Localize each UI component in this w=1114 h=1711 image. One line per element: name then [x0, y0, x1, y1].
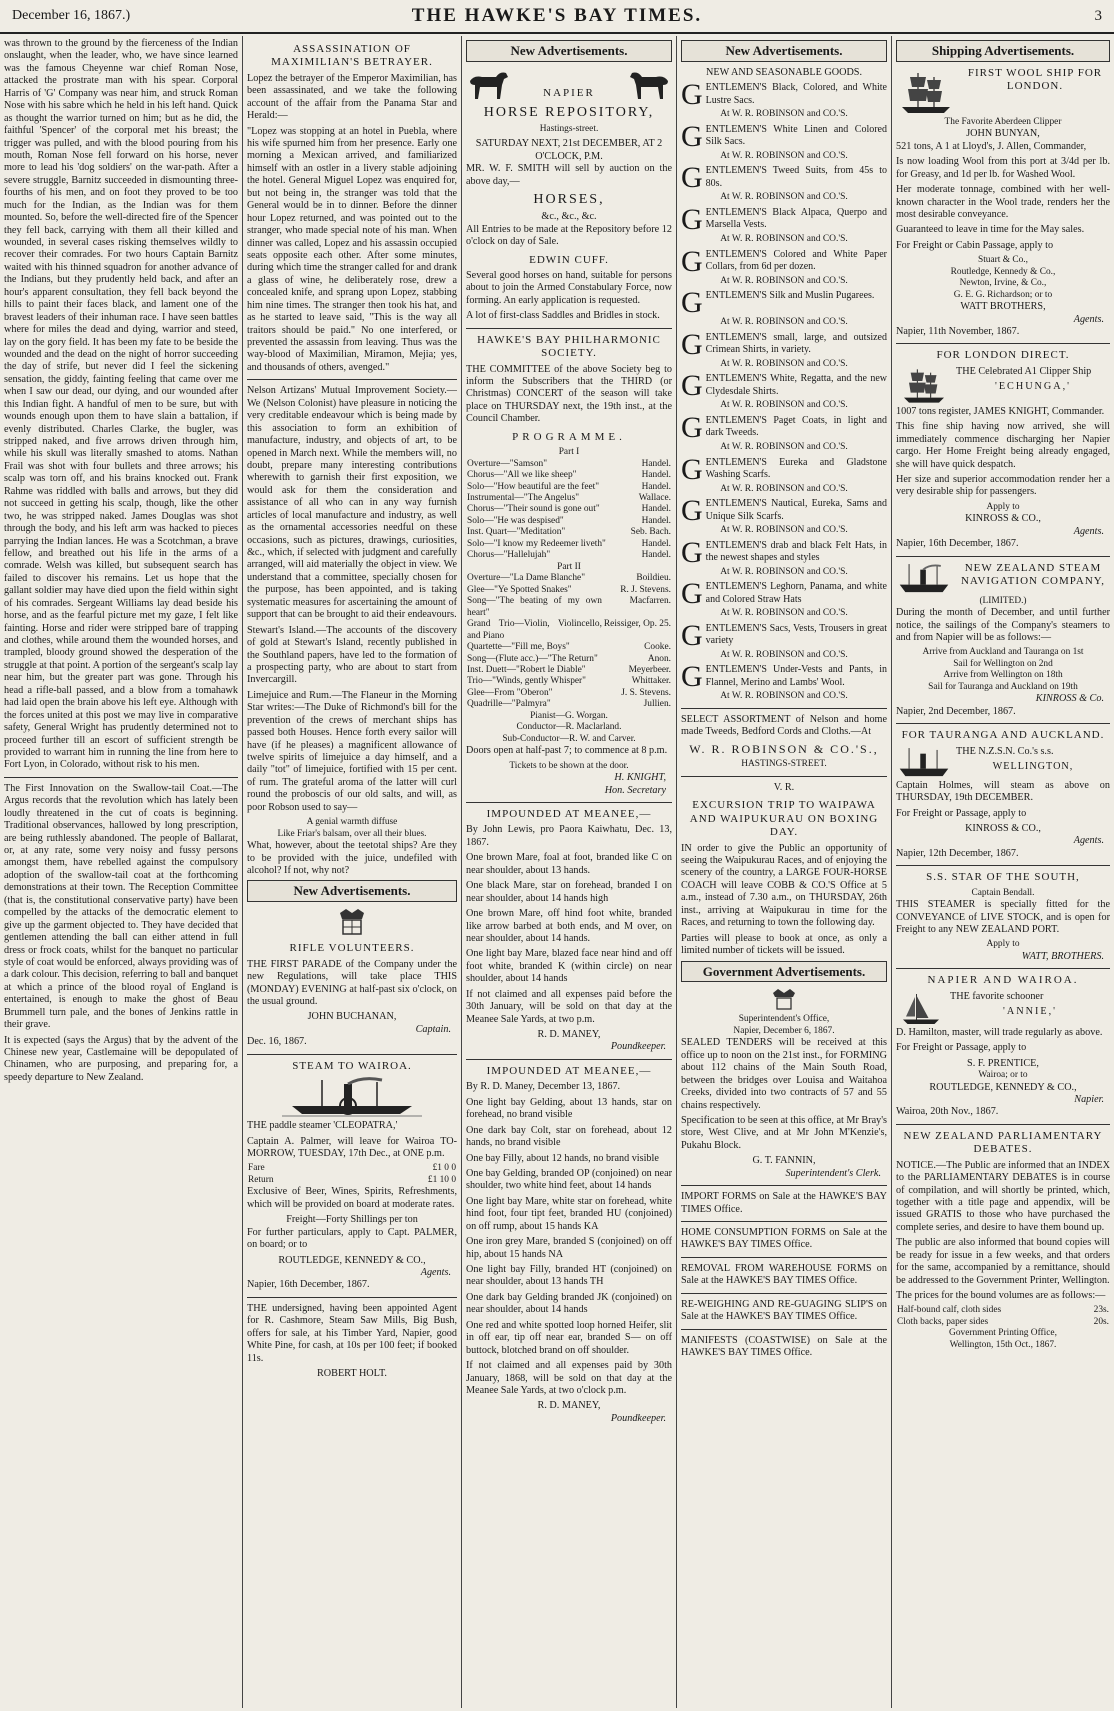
wool-text: The Favorite Aberdeen Clipper — [944, 116, 1062, 127]
divider — [896, 1124, 1110, 1125]
echunga-text: Her size and superior accommodation render her a very desirable ship for passengers. — [896, 474, 1110, 498]
gov-date: Napier, December 6, 1867. — [733, 1025, 835, 1036]
impounded-item: One bay Gelding, branded OP (conjoined) on near shoulder, two white hind feet, about 14 hands — [466, 1167, 672, 1192]
ad-date: Napier, 16th December, 1867. — [896, 538, 1019, 550]
section-heading: New Advertisements. — [247, 880, 457, 902]
philharmonic-text: THE COMMITTEE of the above Society beg to inform the Subscribers that the THIRD (or Christmas) CONCERT of the season will take place on THURSDAY next, the 19th inst., at the Council Chamber. — [466, 363, 672, 425]
programme-item: Solo—"How beautiful are the feet" Handel. — [467, 481, 671, 492]
gentlemen-ad — [681, 369, 887, 412]
gentlemen-ad — [681, 203, 887, 246]
steam-text: Captain A. Palmer, will leave for Wairoa TO-MORROW, TUESDAY, 17th Dec., at ONE p.m. — [247, 1135, 457, 1160]
ad-date: Napier, 12th December, 1867. — [896, 847, 1019, 859]
timber-ad: THE undersigned, having been appointed Agent for R. Cashmore, Steam Saw Mills, Big Bush, offers for sale, at his Timber Yard, Napier, good White Pine, for cash, at 10s per 100 feet; if booked 11s. — [247, 1302, 457, 1364]
sailing-item: Arrive from Auckland and Tauranga on 1st — [922, 647, 1084, 658]
tender-text: SEALED TENDERS will be received at this office up to noon on the 21st inst., for FORMING about 112 chains of the Main South Road, between the bridges over Louisa and Waitahoa Creeks, divided into two contracts of 57 and 55 chains respectively. — [681, 1037, 887, 1111]
forms-ad: MANIFESTS (COASTWISE) on Sale at the HAWKE'S BAY TIMES Office. — [681, 1334, 887, 1359]
gentlemen-ad — [681, 410, 887, 454]
horses-etc: &c., &c., &c. — [541, 211, 597, 223]
annie-text: For Freight or Passage, apply to — [896, 1042, 1027, 1054]
impounded-by: By R. D. Maney, December 13, 1867. — [466, 1081, 621, 1093]
programme-item: Chorus—"Hallelujah" Handel. — [467, 550, 671, 561]
annie-text: Wairoa; or to — [978, 1070, 1028, 1081]
agent-name: Newton, Irvine, & Co., — [959, 278, 1047, 289]
gentlemen-ad — [681, 660, 887, 703]
column-1 — [0, 36, 243, 1708]
napier-label: NAPIER — [543, 87, 595, 100]
tickets-note: Tickets to be shown at the door. — [509, 760, 629, 771]
sailing-item: Sail for Wellington on 2nd — [953, 658, 1053, 669]
performer-line: Sub-Conductor—R. W. and Carver. — [502, 733, 636, 744]
ad-date: Dec. 16, 1867. — [247, 1036, 307, 1048]
column-2 — [243, 36, 462, 1708]
drop-cap: G — [681, 161, 703, 195]
signature-title: Superintendent's Clerk. — [785, 1167, 881, 1179]
ad-vendor: At W. R. ROBINSON and CO.'S. — [720, 150, 848, 161]
drop-cap: G — [681, 369, 703, 403]
agent-name: ROUTLEDGE, KENNEDY & CO., — [929, 1081, 1077, 1093]
programme-item: Inst. Duett—"Robert le Diable" Meyerbeer. — [467, 665, 671, 676]
gentlemen-ad — [681, 161, 887, 204]
wool-text: Is now loading Wool from this port at 3/4d per lb. for Greasy, and 1d per lb. for Washed Wool. — [896, 156, 1110, 180]
excursion-heading: EXCURSION TRIP TO WAIPAWA AND WAIPUKURAU ON BOXING DAY. — [689, 799, 879, 839]
wool-text: Her moderate tonnage, combined with her well-known character in the Wool trade, renders her the most desirable conveyance. — [896, 184, 1110, 220]
gentlemen-ad — [681, 78, 887, 121]
wellington-text: THE N.Z.S.N. Co.'s s.s. — [956, 745, 1054, 757]
ad-vendor: At W. R. ROBINSON and CO.'S. — [720, 317, 848, 328]
sailing-item: Sail for Tauranga and Auckland on 19th — [928, 681, 1078, 692]
wool-ship-heading: FIRST WOOL SHIP FOR LONDON. — [967, 66, 1103, 93]
ad-text: ENTLEMEN'S Leghorn, Panama, and white and Colored Straw Hats — [705, 581, 887, 605]
agent-name: S. F. PRENTICE, — [967, 1057, 1039, 1069]
programme-item: Inst. Quart—"Meditation" Seb. Bach. — [467, 527, 671, 538]
vr-mark: V. R. — [773, 781, 795, 793]
agent-name: WATT, BROTHERS. — [1021, 950, 1104, 962]
price-value: 20s. — [1093, 1316, 1109, 1327]
annie-text: THE favorite schooner — [950, 990, 1044, 1002]
napier-wairoa-heading: NAPIER AND WAIROA. — [927, 974, 1079, 987]
gentlemen-ad — [681, 618, 887, 662]
ad-text: ENTLEMEN'S Black, Colored, and White Lustre Sacs. — [705, 82, 887, 106]
divider — [681, 1329, 887, 1330]
divider — [247, 1297, 457, 1298]
page-number: 3 — [1094, 7, 1102, 24]
drop-cap: G — [681, 119, 703, 153]
cuff-text: Several good horses on hand, suitable for persons about to join the Armed Constabulary Force, now forming. An early application is requested. — [466, 269, 672, 306]
return-label: Return — [248, 1174, 274, 1185]
parliamentary-heading: NEW ZEALAND PARLIAMENTARY DEBATES. — [903, 1129, 1103, 1156]
tauranga-heading: FOR TAURANGA AND AUCKLAND. — [901, 729, 1105, 742]
ad-text: ENTLEMEN'S Sacs, Vests, Trousers in great variety — [705, 622, 887, 647]
ad-vendor: At W. R. ROBINSON and CO.'S. — [720, 483, 848, 494]
wool-text: 521 tons, A 1 at Lloyd's, J. Allen, Commander, — [896, 140, 1087, 152]
drop-cap: G — [681, 452, 703, 486]
wellington-text: Captain Holmes, will steam as above on THURSDAY, 19th DECEMBER. — [896, 779, 1110, 804]
divider — [896, 865, 1110, 866]
entries-note: All Entries to be made at the Repository before 12 o'clock on day of Sale. — [466, 223, 672, 248]
ad-date: Napier, 11th November, 1867. — [896, 326, 1020, 338]
forms-ad: IMPORT FORMS on Sale at the HAWKE'S BAY TIMES Office. — [681, 1191, 887, 1215]
star-of-south-text: THIS STEAMER is specially fitted for the CONVEYANCE of LIVE STOCK, and is open for Freight to any NEW ZEALAND PORT. — [896, 899, 1110, 936]
london-heading: FOR LONDON DIRECT. — [936, 349, 1070, 362]
signature: G. T. FANNIN, — [752, 1155, 816, 1167]
article-paragraph: Lopez the betrayer of the Emperor Maximilian, has been assassinated, and we take the following account of the affair from the Panama Star and Herald:— — [247, 72, 457, 122]
column-3 — [462, 36, 677, 1708]
ship-name: 'ANNIE,' — [1003, 1006, 1057, 1018]
programme-item: Chorus—"All we like sheep" Handel. — [467, 470, 671, 481]
ad-date: Napier, 2nd December, 1867. — [896, 705, 1016, 717]
impounded-item: One black Mare, star on forehead, branded I on near shoulder, about 14 hands high — [466, 880, 672, 904]
signature: R. D. MANEY, — [537, 1400, 601, 1412]
steam-text: For further particulars, apply to Capt. PALMER, on board; or to — [247, 1226, 457, 1251]
programme-item: Quadrille—"Palmyra" Jullien. — [467, 699, 671, 710]
gpo-date: Wellington, 15th Oct., 1867. — [949, 1339, 1057, 1350]
drop-cap: G — [681, 78, 703, 112]
apply-label: Apply to — [986, 939, 1020, 950]
price-table — [896, 1305, 1110, 1328]
forms-ad: REMOVAL FROM WAREHOUSE FORMS on Sale at the HAWKE'S BAY TIMES Office. — [681, 1262, 887, 1287]
sailing-ship-icon — [896, 69, 956, 117]
ad-vendor: At W. R. ROBINSON and CO.'S. — [720, 525, 848, 536]
programme-item: Overture—"Samson" Handel. — [467, 458, 671, 469]
agent-title: Agents. — [1073, 313, 1104, 325]
divider — [896, 968, 1110, 969]
programme-part-1 — [466, 459, 672, 562]
horse-icon — [626, 67, 672, 101]
ad-text: ENTLEMEN'S Colored and White Paper Collars, from 6d per dozen. — [705, 248, 887, 273]
sailing-item: Arrive from Wellington on 18th — [943, 670, 1063, 681]
steam-text: Freight—Forty Shillings per ton — [286, 1214, 418, 1226]
impounded-item: One light bay Filly, branded HT (conjoined) on near shoulder, about 13 hands TH — [466, 1264, 672, 1288]
wellington-text: For Freight or Passage, apply to — [896, 807, 1027, 819]
drop-cap: G — [681, 286, 703, 320]
ad-text: ENTLEMEN'S White Linen and Colored Silk Sacs. — [705, 123, 887, 148]
impounded-by: By John Lewis, pro Paora Kaiwhatu, Dec. 13, 1867. — [466, 824, 672, 848]
rifle-text: THE FIRST PARADE of the Company under the new Regulations, will take place THIS (MONDAY) EVENING at half-past six o'clock, on the usual ground. — [247, 958, 457, 1008]
steamship-icon — [896, 746, 952, 780]
signature-title: Poundkeeper. — [610, 1041, 666, 1053]
gentlemen-ad — [681, 119, 887, 163]
column-5 — [892, 36, 1114, 1708]
gentlemen-ad — [681, 244, 887, 288]
steam-heading: STEAM TO WAIROA. — [292, 1059, 412, 1072]
impounded-item: One light bay Gelding, about 13 hands, star on forehead, no brand visible — [466, 1096, 672, 1121]
fare-value: £1 0 0 — [432, 1163, 456, 1174]
issue-date: December 16, 1867.) — [12, 8, 131, 23]
ad-vendor: At W. R. ROBINSON and CO.'S. — [720, 649, 848, 660]
signature-title: Hon. Secretary — [604, 784, 666, 796]
ship-name: WELLINGTON, — [992, 761, 1074, 773]
ad-text: ENTLEMEN'S White, Regatta, and the new Clydesdale Shirts. — [705, 373, 887, 397]
ad-text: ENTLEMEN'S Under-Vests and Pants, in Flannel, Merino and Lambs' Wool. — [705, 664, 887, 688]
parliamentary-text: The prices for the bound volumes are as follows:— — [896, 1290, 1106, 1302]
agent-title: Agents. — [1073, 835, 1104, 847]
divider — [247, 379, 457, 380]
impounded-heading: IMPOUNDED AT MEANEE,— — [486, 1064, 652, 1077]
ad-vendor: At W. R. ROBINSON and CO.'S. — [720, 358, 848, 369]
ad-vendor: At W. R. ROBINSON and CO.'S. — [720, 275, 848, 286]
wool-text: Guaranteed to leave in time for the May sales. — [896, 224, 1085, 236]
impounded-item: One dark bay Colt, star on forehead, about 12 hands, no brand visible — [466, 1124, 672, 1149]
assortment-ad: SELECT ASSORTMENT of Nelson and home made Tweeds, Bedford Cords and Cloths.—At — [681, 713, 887, 738]
ad-text: ENTLEMEN'S Nautical, Eureka, Sams and Unique Silk Scarfs. — [705, 498, 887, 522]
gentlemen-ad — [681, 286, 887, 329]
divider — [681, 708, 887, 709]
impounded-item: One dark bay Gelding branded JK (conjoined) on near shoulder, about 14 hands — [466, 1291, 672, 1316]
assassination-heading: ASSASSINATION OF MAXIMILIAN'S BETRAYER. — [271, 43, 433, 69]
indian-fight-article: was thrown to the ground by the fierceness of the Indian onslaught, when the leader, who, we have since learned was the famous Cheyenne war chief Roman Nose, attacked the prostrate man with his spear. Corporal Harris of 'G' Company was near him, and struck Roman Nose with his sabre which he held in his left hand. Quick as thought the warrior turned on him; but as he did, the faithful 'Spencer' of the corporal met his breast; the trigger was pulled, and with the blood pouring from his mouth, Roman Nose fell forward on his horse, never more to lead his 'dog soldiers' on the war-path. After a severe struggle, Barnitz succeeded in dismounting three-fourths of his men, and on foot they proved to be too much for the Indian, as the Indian was for them mounted. So, before the well-directed fire of the Spencer they fell back, carrying with them all their killed and wounded, in several cases risking themselves wildly to recover their comrades. For two hours Captain Barnitz waited with his thinned squadron for another advance of the Indians, but they prudently held back, and after an hour's apparent consultation, they fell back beyond the hills to paint their faces black, and lament one of the bravest leaders of their inhuman race. I have seen battles where for miles the dead and dying, warrior and steed, lay on the gory field. It has been my fate to be beside the wounded and the dead on the night of horror succeeding the day of strife, but never did I feel the sickening sensation, the giddy, fainting feeling that came over me when I saw our dead, our dying, and our wounded after this Indian fight. A handful of men to be sure, but with wounds enough upon them to have slain a battalion, if evenly distributed. Charles Clarke, the bugler, was stripped naked, and five arrows driven through him, while his skull was literally smashed to atoms. Nathan Frail was shot with four bullets and three arrows; his scalp was torn off, and his brains knocked out. Frank Rahme was riddled with balls and arrows, but they did not succeed in getting his scalp, though, like the other two, he was stripped naked. James Douglas was shot through the body, and his left arm was hacked to pieces parrying the Indian lances. He was a Scotchman, a brave fellow, and breathed out his life in the arms of a comrade. Welsh was killed, but subsequent search has failed to discover his remains. Let us hope that the gallant soldier may have died upon the field within sight of his comrades. Sergeant Williams lay dead beside his horse, and as the fearful picture met my gaze, I felt like fainting. Horse and rider were stripped bare of trapping and clothes, while around them the wounded horses, and trampled, bloody ground showed the desperation of the struggle at that point. A portion of the sergeant's scalp lay near him, but the greater part was gone. Through his head a rifle-ball passed, and a blow from a tomahawk had laid open the brain above his left eye. Although with the forces united at this post we may live in comparative safety, General Wright has prudently determined not to proceed further till an escort of sufficient strength be provided to warrant him in running the line from here to Fort Lyon, in Colorado, without risk to his men. — [4, 38, 238, 771]
programme-item: Song—(Flute acc.)—"The Return" Anon. — [467, 653, 671, 664]
nzsn-text: During the month of December, and until further notice, the sailings of the Company's steamers to and from Napier will be as follows:— — [896, 607, 1110, 644]
chinese-article: It is expected (says the Argus) that by the advent of the Chinese new year, Castlemaine will be depopulated of Chinamen, who are purposing, and preparing for, a speedy departure to New Zealand. — [4, 1034, 238, 1083]
echunga-text: 1007 tons register, JAMES KNIGHT, Commander. — [896, 405, 1105, 417]
ad-text: ENTLEMEN'S Tweed Suits, from 45s to 80s. — [705, 165, 887, 189]
drop-cap: G — [681, 618, 703, 652]
horse-illustration — [466, 67, 672, 101]
drop-cap: G — [681, 535, 703, 569]
tender-text: Specification to be seen at this office, at Mr Bray's store, West Clive, and at Mr John M'Kenzie's, Pukahu Block. — [681, 1114, 887, 1151]
steamship-icon — [896, 562, 952, 596]
goods-heading: NEW AND SEASONABLE GOODS. — [705, 66, 863, 78]
doors-note: Doors open at half-past 7; to commence at 8 p.m. — [466, 745, 668, 757]
horses-heading: HORSES, — [533, 192, 605, 208]
gentlemen-ad — [681, 494, 887, 537]
robinson-heading: W. R. ROBINSON & CO.'S., — [689, 741, 879, 756]
signature-title: Captain. — [415, 1023, 451, 1035]
price-value: 23s. — [1093, 1305, 1109, 1316]
echunga-text: THE Celebrated A1 Clipper Ship — [956, 365, 1092, 377]
drop-cap: G — [681, 203, 703, 237]
ad-text: ENTLEMEN'S Eureka and Gladstone Washing Scarfs. — [705, 456, 887, 480]
newspaper-title: THE HAWKE'S BAY TIMES. — [411, 5, 703, 26]
agent-name: G. E. G. Richardson; or to — [953, 289, 1053, 300]
ad-text: ENTLEMEN'S Black Alpaca, Querpo and Marsella Vests. — [705, 207, 887, 231]
ad-vendor: At W. R. ROBINSON and CO.'S. — [720, 400, 848, 411]
excursion-text: IN order to give the Public an opportunity of seeing the Waipukurau Races, and of enjoying the scenery of the country, a LARGE FOUR-HORSE COACH will leave COBB & CO.'S Office at 5 a.m., instead of 7.30 a.m., on THURSDAY, 26th inst., arriving at Waipukurau in time for the Races, and returning to town the following day. — [681, 842, 887, 929]
performer-line: Pianist—G. Worgan. — [530, 710, 608, 721]
programme-item: Quartette—"Fill me, Boys" Cooke. — [467, 642, 671, 653]
performer-line: Conductor—R. Maclarland. — [516, 722, 622, 733]
repository-address: Hastings-street. — [539, 123, 599, 134]
fare-label: Fare — [248, 1163, 265, 1174]
agent-name: Routledge, Kennedy & Co., — [950, 266, 1056, 277]
programme-item: Glee—"Ye Spotted Snakes" R. J. Stevens. — [467, 584, 671, 595]
impounded-item: If not claimed and all expenses paid by 30th January, 1868, will be sold on that day at the Meanee Sale Yards, at two o'clock p.m. — [466, 1360, 672, 1396]
drop-cap: G — [681, 494, 703, 528]
fare-table — [247, 1163, 457, 1186]
programme-heading: PROGRAMME. — [512, 430, 626, 443]
horse-icon — [466, 67, 512, 101]
divider — [681, 1293, 887, 1294]
return-value: £1 10 0 — [427, 1174, 456, 1185]
annie-text: D. Hamilton, master, will trade regularly as above. — [896, 1026, 1103, 1038]
ad-vendor: At W. R. ROBINSON and CO.'S. — [720, 691, 848, 702]
price-label: Cloth backs, paper sides — [897, 1316, 989, 1327]
programme-part-2 — [466, 573, 672, 711]
article-paragraph: Stewart's Island.—The accounts of the discovery of gold at Stewart's Island, recently published in the Southland papers, have led to the formation of a prospecting party, who are about to start from Invercargill. — [247, 624, 457, 686]
impounded-item: One brown Mare, foal at foot, branded like C on near shoulder, about 13 hands. — [466, 852, 672, 876]
impounded-item: If not claimed and all expenses paid before the 30th January, will be sold on that day at the Meanee Sale Yards, at two p.m. — [466, 988, 672, 1025]
gentlemen-ad — [681, 327, 887, 371]
echunga-text: This fine ship having now arrived, she will immediately commence discharging her Napier cargo. Her Home Freight being already engaged, she will have quick despatch. — [896, 421, 1110, 470]
gentlemen-ad — [681, 535, 887, 579]
ad-vendor: At W. R. ROBINSON and CO.'S. — [720, 234, 848, 245]
excursion-text: Parties will please to book at once, as only a limited number of tickets will be issued. — [681, 932, 887, 957]
divider — [466, 328, 672, 329]
programme-item: Grand Trio—Violin, Violincello, and Piano Reissiger, Op. 25. — [467, 619, 671, 641]
divider — [4, 777, 238, 778]
auction-text: MR. W. F. SMITH will sell by auction on the above day,— — [466, 163, 672, 187]
agent-title: Agents. — [420, 1267, 451, 1279]
agent-title: Napier. — [1074, 1093, 1104, 1105]
drop-cap: G — [681, 660, 703, 694]
article-paragraph: "Lopez was stopping at an hotel in Puebla, where his wife spurned him from her presence. Early one morning a Mexican arrived, and familiarized himself with an ostler in a livery stable adjoining the hotel. General Miguel Lopez was enquired for, but not being in, the stranger was told that the General would be in to dinner. Before the dinner hour Lopez returned, and was pointed out to the stranger, who made special note of his man. When dinner was called, Lopez and his assassin occupied seats opposite each other. After some minutes, during which time the stranger called for and drank a glass of wine, he deliberately rose, drew a concealed knife, and sprang upon Lopez, stabbing him nine times. The stranger then took his hat, and as he started to leave said, "This is the way all traitors should be paid." No one interfered, or prevented the assassin from leaving. Thus was the way-blood of Maximilian, Miramon, Mejia; yes, and thousands of others, avenged." — [247, 125, 457, 373]
impounded-item: One red and white spotted loop horned Heifer, slit in off ear, tip off near ear, branded S— on off buttock, blotched brand on off shoulder. — [466, 1319, 672, 1356]
gentlemen-ad — [681, 452, 887, 496]
divider — [681, 1185, 887, 1186]
drop-cap: G — [681, 577, 703, 611]
divider — [466, 1059, 672, 1060]
ad-date: Napier, 16th December, 1867. — [247, 1279, 370, 1291]
impounded-heading: IMPOUNDED AT MEANEE,— — [486, 808, 652, 821]
column-4 — [677, 36, 892, 1708]
programme-item: Glee—From "Oberon" J. S. Stevens. — [467, 687, 671, 698]
drop-cap: G — [681, 244, 703, 278]
apply-label: Apply to — [986, 501, 1020, 512]
cuff-text: A lot of first-class Saddles and Bridles in stock. — [466, 310, 660, 322]
gpo-office: Government Printing Office, — [949, 1328, 1057, 1339]
agent-name: WATT BROTHERS, — [960, 301, 1046, 313]
divider — [896, 723, 1110, 724]
drop-cap: G — [681, 327, 703, 361]
signature-title: Poundkeeper. — [610, 1412, 666, 1424]
divider — [681, 776, 887, 777]
divider — [681, 1221, 887, 1222]
royal-crest-icon — [767, 987, 801, 1011]
signature: H. KNIGHT, — [614, 772, 666, 784]
programme-item: Overture—"La Dame Blanche" Boildieu. — [467, 573, 671, 584]
signature: R. D. MANEY, — [537, 1029, 601, 1041]
captain-name: Captain Bendall. — [971, 887, 1035, 898]
price-label: Half-bound calf, cloth sides — [897, 1305, 1002, 1316]
part-heading: Part II — [557, 561, 581, 572]
verse-line: A genial warmth diffuse — [306, 817, 398, 828]
impounded-item: One brown Mare, off hind foot white, branded like arrow barbed at both ends, and M over, on near shoulder, about 14 hands. — [466, 908, 672, 944]
programme-item: Solo—"I know my Redeemer liveth" Handel. — [467, 538, 671, 549]
agent-name: ROUTLEDGE, KENNEDY & CO., — [278, 1254, 426, 1266]
agent-title: Agents. — [1073, 525, 1104, 537]
agent-name: KINROSS & Co. — [1035, 693, 1104, 705]
ad-vendor: At W. R. ROBINSON and CO.'S. — [720, 566, 848, 577]
nzsn-limited: (LIMITED.) — [979, 595, 1027, 606]
wool-text: For Freight or Cabin Passage, apply to — [896, 239, 1054, 251]
programme-item: Chorus—"Their sound is gone out" Handel. — [467, 504, 671, 515]
ship-name: JOHN BUNYAN, — [966, 128, 1040, 140]
auctioneer-name: EDWIN CUFF. — [529, 253, 609, 266]
section-heading: New Advertisements. — [466, 40, 672, 62]
ad-vendor: At W. R. ROBINSON and CO.'S. — [720, 608, 848, 619]
signature: ROBERT HOLT. — [317, 1368, 387, 1380]
parliamentary-text: The public are also informed that bound copies will be ready for issue in a few weeks, and that orders for the same, accompanied by a remittance, should be addressed to the Government Printer, Wellington. — [896, 1237, 1110, 1286]
article-paragraph: Nelson Artizans' Mutual Improvement Society.—We (Nelson Colonist) have pleasure in noticing the very creditable endeavour which is being made by this association to form an exhibition of manufacture, industry, and objects of art, to be opened in March next. While the members will, no doubt, prepare many interesting contributions wherewith to garnish their first exposition, we would ask for them the consideration and assistance of all who can in any way furnish articles of local manufacture and industry, as well as the ornamental accessories needful on these occasions, such as pictures, drawings, curiosities, &c., which, if selected with judgment and carefully arranged, will aid materially the object in view. We understand that a committee, specially chosen for the purpose, has been appointed, and is taking systematic measures for ascertaining the amount of support that can be brought to aid their endeavours. — [247, 385, 457, 621]
paddle-steamer-icon — [282, 1076, 422, 1118]
drop-cap: G — [681, 410, 703, 444]
impounded-item: One light bay Mare, blazed face near hind and off foot white, branded K (within circle) on near shoulder, about 14 hands — [466, 948, 672, 985]
impounded-item: One light bay Mare, white star on forehead, white hind foot, four tipt feet, branded HU (conjoined) on off rump, about 15 hands KA — [466, 1195, 672, 1232]
nzsn-heading: NEW ZEALAND STEAM NAVIGATION COMPANY, — [960, 561, 1106, 588]
gentlemen-ad — [681, 577, 887, 620]
agent-name: Stuart & Co., — [977, 255, 1028, 266]
verse-line: Like Friar's balsam, over all their blues. — [277, 828, 427, 839]
agent-name: KINROSS & CO., — [965, 822, 1041, 834]
robinson-address: HASTINGS-STREET. — [741, 759, 827, 770]
divider — [896, 556, 1110, 557]
rifle-heading: RIFLE VOLUNTEERS. — [289, 942, 415, 955]
agent-name: KINROSS & CO., — [965, 513, 1041, 525]
sailing-ship-icon — [896, 366, 952, 406]
programme-item: Instrumental—"The Angelus" Wallace. — [467, 492, 671, 503]
star-of-south-heading: S.S. STAR OF THE SOUTH, — [926, 871, 1080, 884]
ad-vendor: At W. R. ROBINSON and CO.'S. — [720, 109, 848, 120]
forms-ad: HOME CONSUMPTION FORMS on Sale at the HAWKE'S BAY TIMES Office. — [681, 1227, 887, 1251]
ad-date: Wairoa, 20th Nov., 1867. — [896, 1106, 999, 1118]
article-paragraph: Limejuice and Rum.—The Flaneur in the Morning Star writes:—The Duke of Richmond's bill for the prevention of the crews of merchant ships has passed both Houses. Hence forth every sailor will have (if he pleases) a magnificent allowance of twelve spirits of limejuice a day himself, and a daily "tot" of limejuice, fortified with 15 per cent. of rum. The grateful aroma of the latter will curl round the proboscis of our old salts, and will, as poor Robson used to say— — [247, 689, 457, 813]
gov-office: Superintendent's Office, — [738, 1014, 830, 1025]
article-paragraph: What, however, about the teetotal ships? Are they to be provided with the juice, undefiled with alcohol? If not, why not? — [247, 840, 457, 876]
steam-text: THE paddle steamer 'CLEOPATRA,' — [247, 1120, 398, 1132]
impounded-item: One iron grey Mare, branded S (conjoined) on off hip, about 15 hands NA — [466, 1236, 672, 1260]
schooner-icon — [896, 991, 946, 1027]
section-heading: New Advertisements. — [681, 40, 887, 62]
ad-vendor: At W. R. ROBINSON and CO.'S. — [720, 441, 848, 452]
repository-heading: HORSE REPOSITORY, — [483, 104, 655, 120]
philharmonic-heading: HAWKE'S BAY PHILHARMONIC SOCIETY. — [477, 333, 661, 360]
programme-item: Trio—"Winds, gently Whisper" Whittaker. — [467, 676, 671, 687]
signature: JOHN BUCHANAN, — [307, 1011, 397, 1023]
steam-text: Exclusive of Beer, Wines, Spirits, Refreshments, which will be provided on board at moderate rates. — [247, 1186, 457, 1210]
ad-vendor: At W. R. ROBINSON and CO.'S. — [720, 192, 848, 203]
divider — [466, 802, 672, 803]
section-heading: Government Advertisements. — [681, 961, 887, 983]
divider — [247, 1054, 457, 1055]
impounded-item: One bay Filly, about 12 hands, no brand visible — [466, 1152, 659, 1164]
parliamentary-text: NOTICE.—The Public are informed that an INDEX to the PARLIAMENTARY DEBATES is in course of compilation, and will shortly be printed, which, together with a title page and appendix, will be issued GRATIS to those who have purchased the complete series, and desire to have them bound up. — [896, 1159, 1110, 1233]
ad-text: ENTLEMEN'S Silk and Muslin Pugarees. — [705, 290, 875, 302]
ad-text: ENTLEMEN'S Paget Coats, in light and dark Tweeds. — [705, 414, 887, 439]
forms-ad: RE-WEIGHING AND RE-GUAGING SLIP'S on Sale at the HAWKE'S BAY TIMES Office. — [681, 1298, 887, 1323]
ship-name: 'ECHUNGA,' — [994, 381, 1072, 393]
swallow-tail-article: The First Innovation on the Swallow-tail Coat.—The Argus records that the revolution which has lately been loudly threatened in the cut of coats is beginning. Traditional observances, hallowed by long prescription, are being ruthlessly abandoned. The people of Ballarat, or, at any rate, some very noisy and fussy persons amongst them, have rebelled against the compulsory adoption of the swallow-tail coat at the forthcoming demonstrations at their town. The Reception Committee (that is, the constitutional conservative party) have been compelled by the attacks of the democratic element to give up the garment objected to. They have decided that gentlemen attending the ball can either attend in full dress or frock coats, whilst for the banquet no particular style of coat would be enforced, always providing was of a dark colour. This decision, referring to ball and banquet at which a prince of the blood royal of England is entertained, is enough to make the ghost of Beau Brummell turn pale, and the bones of Jenkins rattle in their grave. — [4, 782, 238, 1031]
sale-date: SATURDAY NEXT, 21st DECEMBER, AT 2 O'CLOCK, P.M. — [475, 138, 663, 162]
programme-item: Song—"The beating of my own heart" Macfarren. — [467, 596, 671, 618]
royal-crest-icon — [332, 907, 372, 937]
masthead — [0, 0, 1114, 34]
divider — [681, 1257, 887, 1258]
divider — [896, 343, 1110, 344]
ad-text: ENTLEMEN'S small, large, and outsized Crimean Shirts, in variety. — [705, 331, 887, 356]
programme-item: Solo—"He was despised" Handel. — [467, 515, 671, 526]
part-heading: Part I — [558, 447, 580, 458]
section-heading: Shipping Advertisements. — [896, 40, 1110, 62]
ad-text: ENTLEMEN'S drab and black Felt Hats, in the newest shapes and styles — [705, 539, 887, 564]
